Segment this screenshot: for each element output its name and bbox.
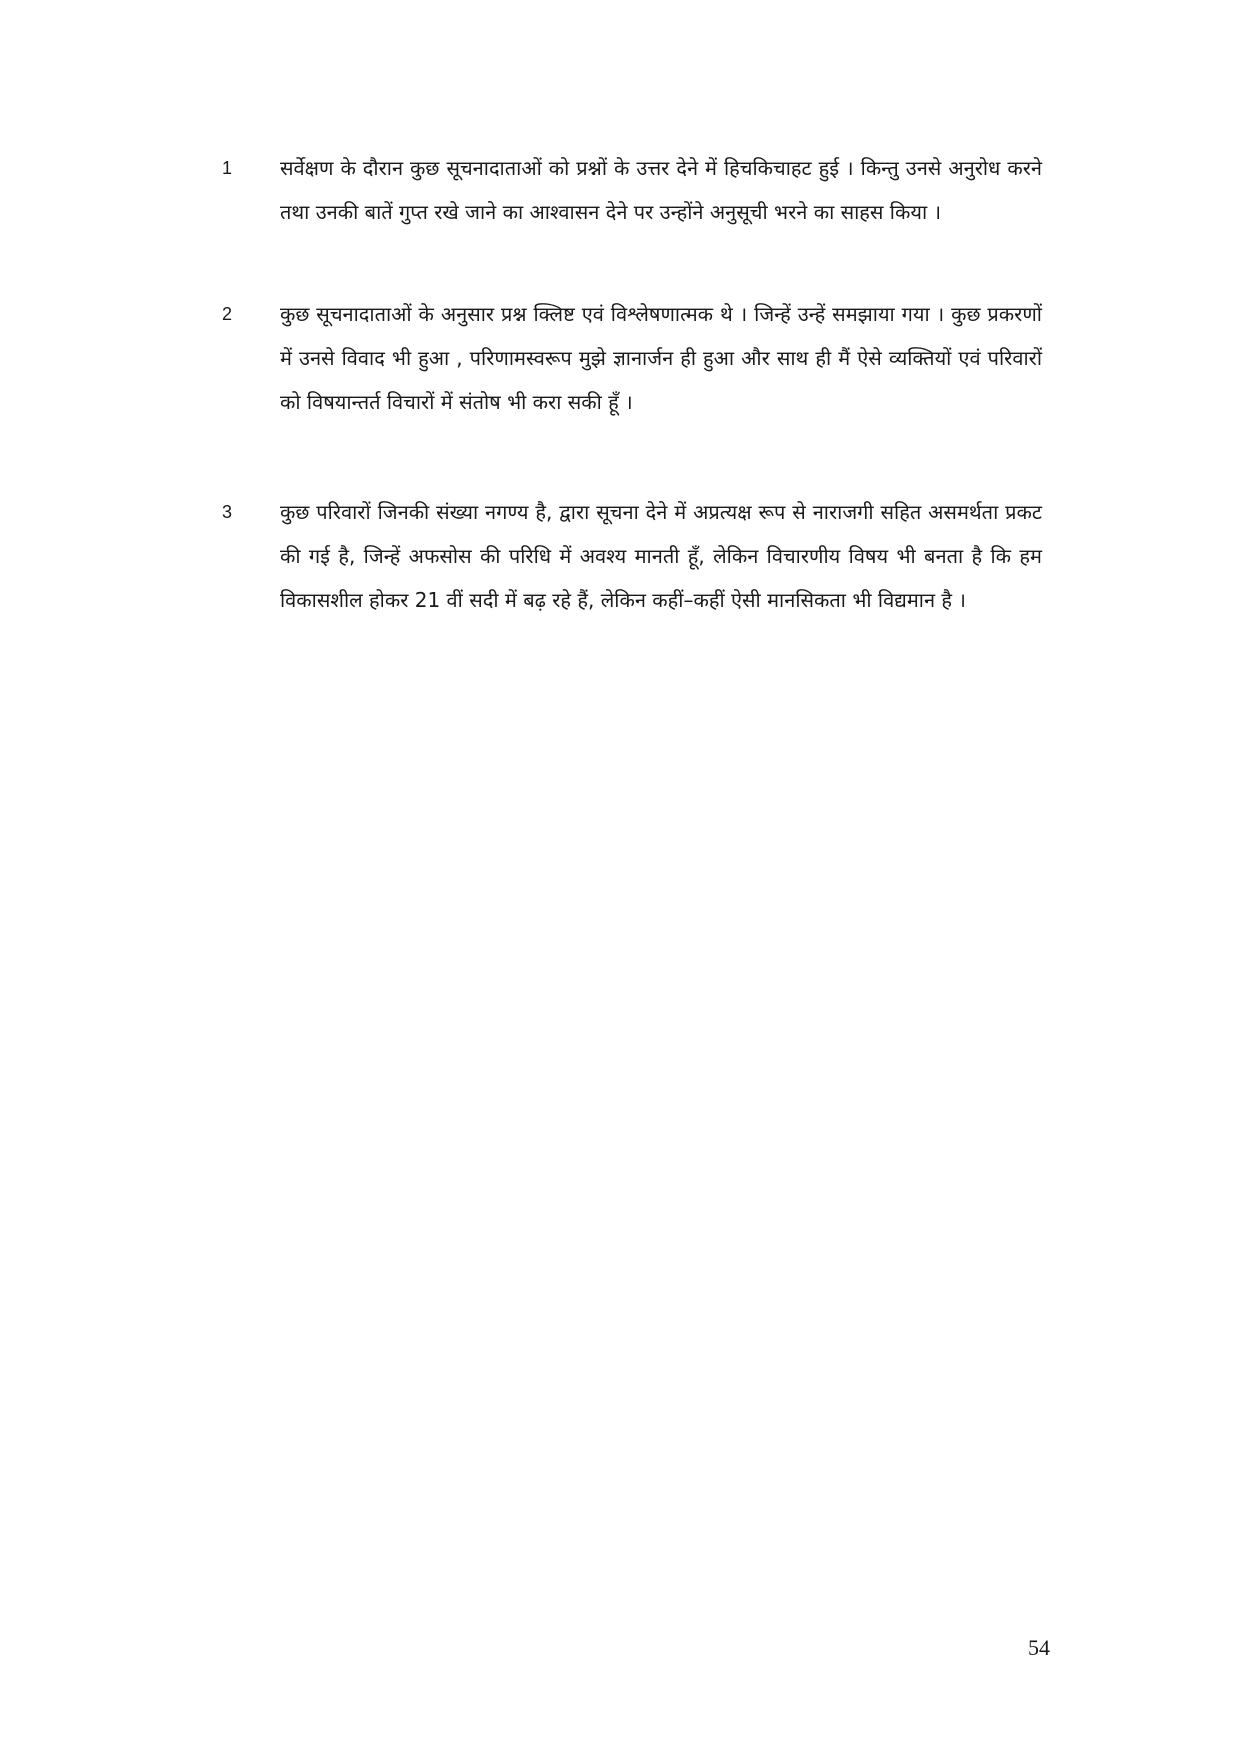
list-item-number: 1	[222, 158, 233, 178]
list-item-text: कुछ परिवारों जिनकी संख्या नगण्य है, द्वारा सूचना देने में अप्रत्यक्ष रूप से नाराजगी सहित असमर्थता प्रकट की गई है, जिन्हें अफसोस की परिधि में अवश्य मानती हूँ, लेकिन विचारणीय विषय भी बनता है कि हम विकासशील होकर 21 वीं सदी में बढ़ रहे हैं, लेकिन कहीं–कहीं ऐसी मानसिकता भी विद्यमान है ।	[280, 500, 1042, 612]
list-item-number: 3	[222, 502, 233, 522]
list-item-text: कुछ सूचनादाताओं के अनुसार प्रश्न क्लिष्ट एवं विश्लेषणात्मक थे । जिन्हें उन्हें समझाया गया । कुछ प्रकरणों में उनसे विवाद भी हुआ , परिणामस्वरूप मुझे ज्ञानार्जन ही हुआ और साथ ही मैं ऐसे व्यक्तियों एवं परिवारों को विषयान्तर्त विचारों में संतोष भी करा सकी हूँ ।	[280, 302, 1042, 414]
list-item-text: सर्वेक्षण के दौरान कुछ सूचनादाताओं को प्रश्नों के उत्तर देने में हिचकिचाहट हुई । किन्तु उनसे अनुरोध करने तथा उनकी बातें गुप्त रखे जाने का आश्वासन देने पर उन्होंने अनुसूची भरने का साहस किया ।	[280, 156, 1042, 224]
page-number: 54	[1028, 1635, 1050, 1660]
list-item-number: 2	[222, 304, 233, 324]
